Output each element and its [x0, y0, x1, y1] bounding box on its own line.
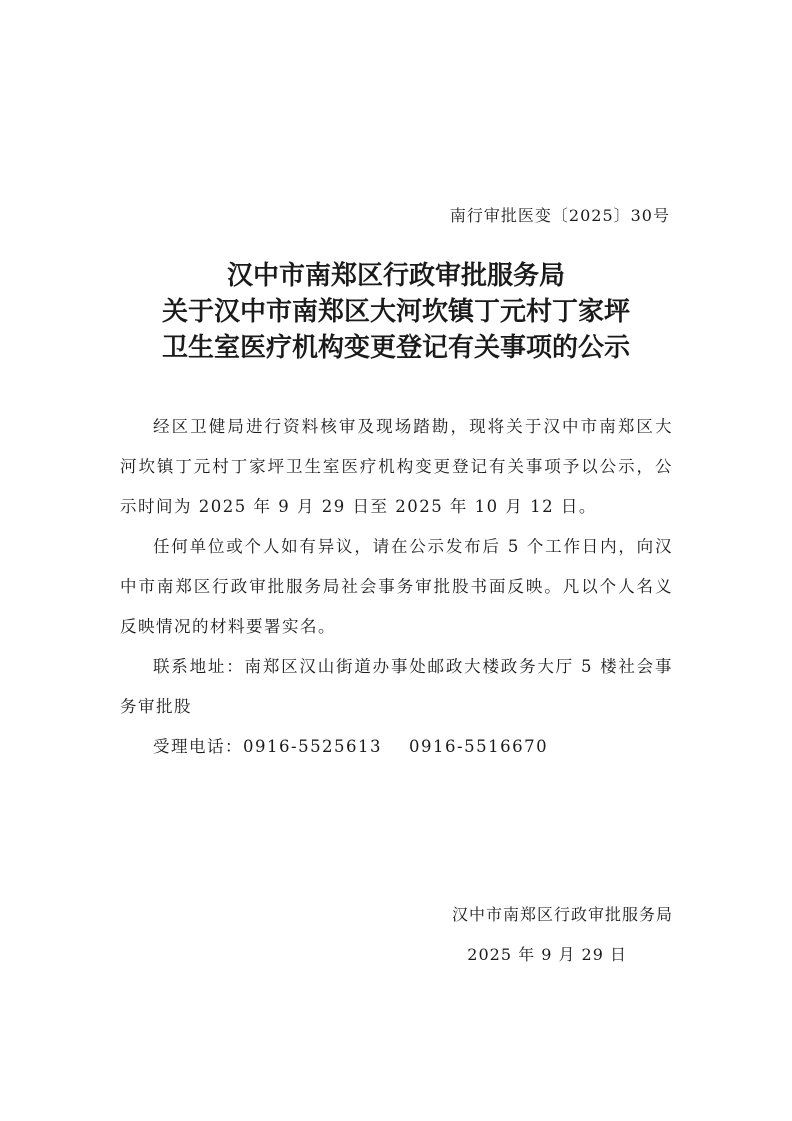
paragraph-address: 联系地址：南郑区汉山街道办事处邮政大楼政务大厅 5 楼社会事务审批股 [120, 657, 673, 716]
signature-block [120, 895, 673, 975]
paragraph-objection: 任何单位或个人如有异议，请在公示发布后 5 个工作日内，向汉中市南郑区行政审批服务局社会事务审批股书面反映。凡以个人名义反映情况的材料要署实名。 [120, 537, 673, 636]
signature-date: 2025 年 9 月 29 日 [467, 945, 627, 964]
document-number: 南行审批医变〔2025〕30号 [449, 206, 670, 225]
title-line-2: 关于汉中市南郑区大河坎镇丁元村丁家坪 [161, 297, 630, 327]
title-line-1: 汉中市南郑区行政审批服务局 [226, 261, 565, 291]
paragraph-notice: 经区卫健局进行资料核审及现场踏勘，现将关于汉中市南郑区大河坎镇丁元村丁家坪卫生室医疗机构变更登记有关事项予以公示，公示时间为 2025 年 9 月 29 日至 2025 年 10 月 12 日。 [120, 417, 673, 516]
document-title [110, 258, 682, 366]
title-line-3: 卫生室医疗机构变更登记有关事项的公示 [161, 333, 630, 363]
paragraph-phone: 受理电话：0916-5525613 0916-5516670 [153, 737, 549, 756]
signature-organization: 汉中市南郑区行政审批服务局 [451, 905, 673, 924]
document-body [120, 407, 673, 767]
